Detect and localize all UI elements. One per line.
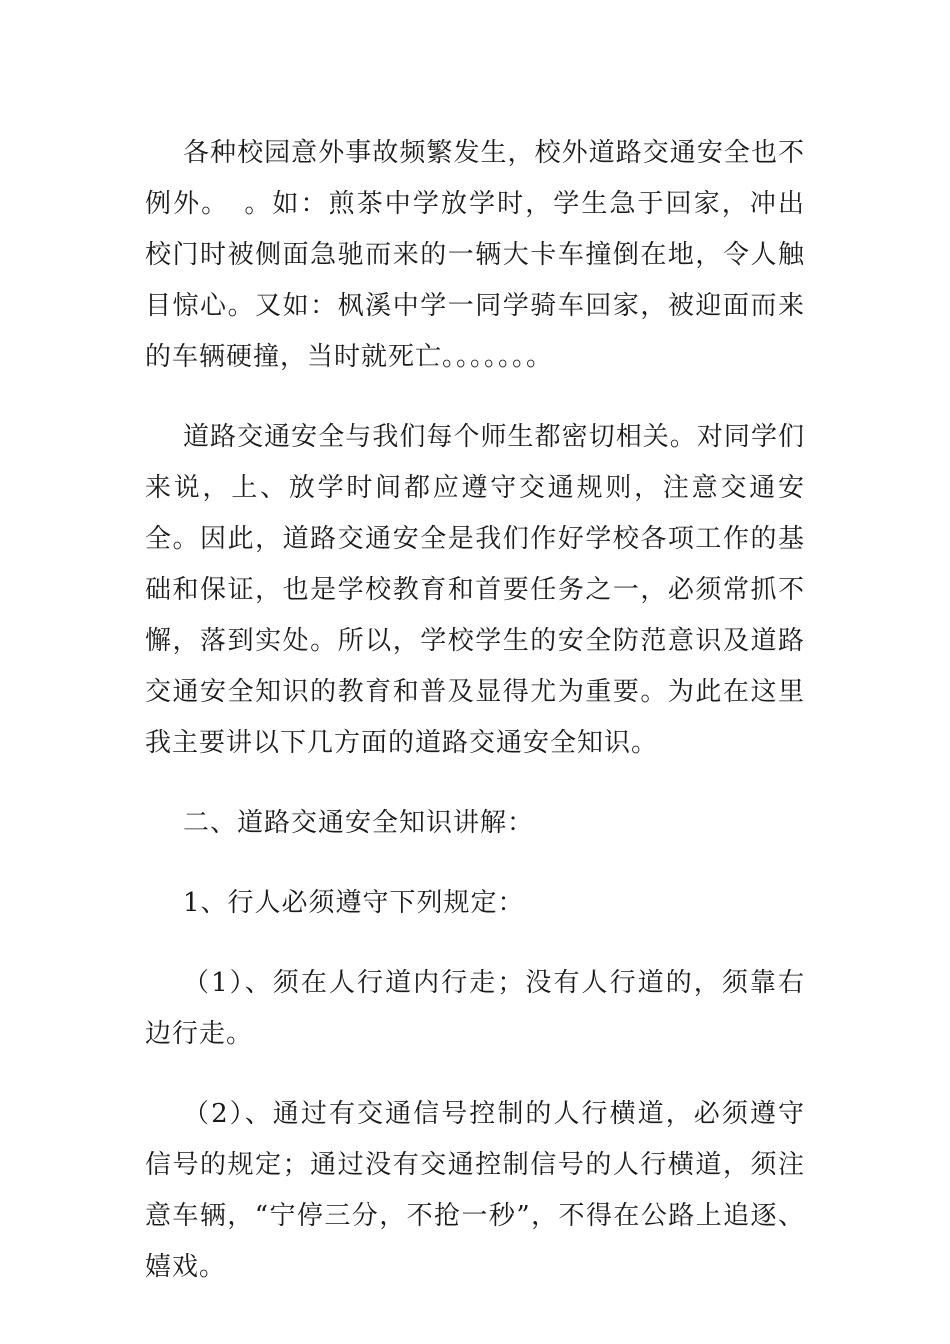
paragraph-safety-importance: 道路交通安全与我们每个师生都密切相关。对同学们来说，上、放学时间都应遵守交通规则，注意交通安全。因此，道路交通安全是我们作好学校各项工作的基础和保证，也是学校教育和首要任务之一，必须常抓不懈，落到实处。所以，学校学生的安全防范意识及道路交通安全知识的教育和普及显得尤为重要。为此在这里我主要讲以下几方面的道路交通安全知识。 [145, 422, 805, 758]
section-heading-knowledge: 二、道路交通安全知识讲解： [183, 808, 535, 838]
rule-item-1: （1）、须在人行道内行走；没有人行道的，须靠右边行走。 [145, 968, 805, 1049]
paragraph-accident-examples: 各种校园意外事故频繁发生，校外道路交通安全也不例外。 。如：煎茶中学放学时，学生急于回家，冲出校门时被侧面急驰而来的一辆大卡车撞倒在地，令人触目惊心。又如：枫溪中学一同学骑车回家，被迎面而来的车辆硬撞，当时就死亡。。。。。。。 [145, 138, 805, 372]
subheading-pedestrian-rules: 1、行人必须遵守下列规定： [183, 888, 525, 918]
rule-item-2: （2）、通过有交通信号控制的人行横道，必须遵守信号的规定；通过没有交通控制信号的人行横道，须注意车辆，“宁停三分，不抢一秒”，不得在公路上追逐、嬉戏。 [145, 1099, 805, 1282]
document-body [145, 128, 805, 1322]
